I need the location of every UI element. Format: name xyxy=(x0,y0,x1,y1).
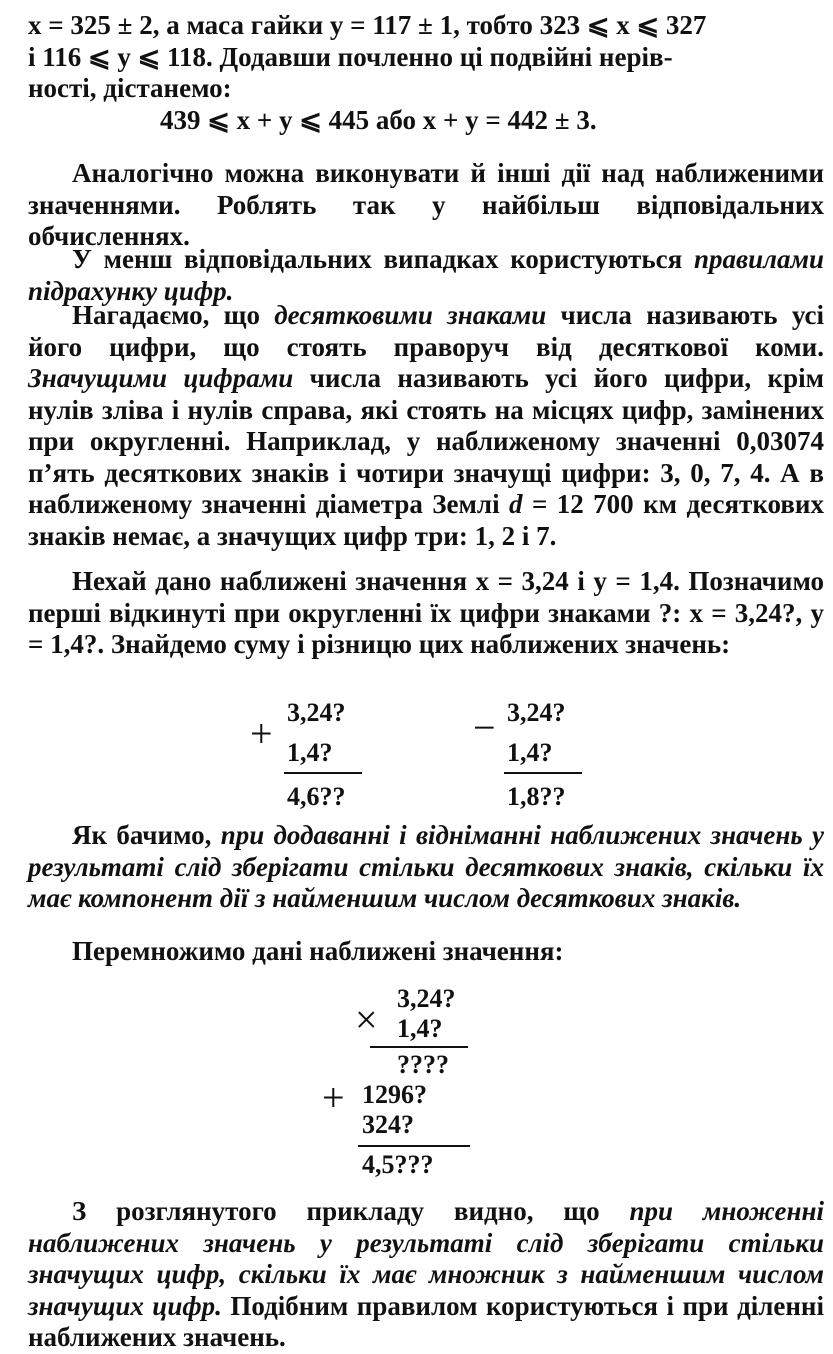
plus-sign: + xyxy=(250,711,273,756)
multiplication-rule: при множенні наближених значень у результаті слід зберігати стільки значущих цифр, скільки їх має множник з найменшим числом значущих цифр. xyxy=(28,1196,824,1321)
mult-rule-tail: Подібним правилом користуються і при діленні наближених значень. xyxy=(28,1290,824,1352)
plus-sign-2: + xyxy=(322,1075,345,1120)
paragraph-example: Нехай дано наближені значення x = 3,24 і y = 1,4. Позначимо перші відкинуті при округленні їх цифри знаками ?: x = 3,24?, y = 1,4?. Знайдемо суму і різницю цих наближених значень: xyxy=(28,566,824,659)
intro-line-1: x = 325 ± 2, а маса гайки y = 117 ± 1, тобто 323 ⩽ x ⩽ 327 xyxy=(28,10,707,40)
mult-factor-2: 1,4? xyxy=(397,1014,443,1043)
term-significant-digits: Значущими цифрами xyxy=(28,363,294,393)
mult-rule-1 xyxy=(370,1046,468,1048)
addition-rule-lead: Як бачимо, xyxy=(72,820,221,850)
paragraph-analogous: Аналогічно можна виконувати й інші дії над наближеними значеннями. Роблять так у найбільш відповідальних обчисленнях. xyxy=(28,158,824,251)
sum-result: 4,6?? xyxy=(287,782,346,811)
mult-partial-1: ???? xyxy=(397,1050,449,1079)
paragraph-intro xyxy=(28,10,824,105)
mult-rule-lead: З розглянутого прикладу видно, що xyxy=(72,1196,630,1226)
sum-term-2: 1,4? xyxy=(287,738,333,767)
minus-sign: − xyxy=(473,705,496,750)
mult-partial-2: 1296? xyxy=(362,1080,427,1109)
def-text-3: числа називають усі його цифри, крім нулів зліва і нулів справа, які стоять на місцях цифр, замінених при округленні. Наприклад, у наближеному значенні 0,03074 п’ять десяткових знаків і чотири значущі цифри: 3, 0, 7, 4. А в наближеному значенні діаметра Землі xyxy=(28,363,824,519)
paragraph-rules xyxy=(28,244,824,307)
diff-result: 1,8?? xyxy=(507,782,566,811)
inequality-formula: 439 ⩽ x + y ⩽ 445 або x + y = 442 ± 3. xyxy=(160,105,597,135)
intro-line-3: ності, дістанемо: xyxy=(28,73,232,103)
paragraph-addition-rule xyxy=(28,820,824,915)
def-text-2: числа називають усі його цифри, що стоять праворуч від десяткової коми. xyxy=(28,300,825,362)
sum-rule xyxy=(284,772,362,774)
paragraph-multiplication-rule xyxy=(28,1196,824,1354)
def-text-4: = 12 700 км десяткових знаків немає, а значущих цифр три: 1, 2 і 7. xyxy=(28,489,824,551)
times-sign: × xyxy=(355,997,378,1042)
mult-result: 4,5??? xyxy=(362,1150,434,1179)
sum-term-1: 3,24? xyxy=(287,698,346,727)
rules-text: У менш відповідальних випадках користуються xyxy=(72,244,695,274)
paragraph-definitions xyxy=(28,300,824,552)
diff-rule xyxy=(504,772,582,774)
term-decimal-places: десятковими знаками xyxy=(274,300,547,330)
addition-rule: при додаванні і відніманні наближених значень у результаті слід зберігати стільки десяткових знаків, скільки їх має компонент дії з найменшим числом десяткових знаків. xyxy=(28,820,824,913)
mult-rule-2 xyxy=(358,1145,470,1147)
paragraph-multiply: Перемножимо дані наближені значення: xyxy=(72,936,564,966)
diff-term-2: 1,4? xyxy=(507,738,553,767)
rules-term: правилами підрахунку цифр. xyxy=(28,244,824,306)
var-d: d xyxy=(509,489,523,519)
intro-line-2: і 116 ⩽ y ⩽ 118. Додавши почленно ці подвійні нерів- xyxy=(28,41,673,72)
mult-factor-1: 3,24? xyxy=(397,984,456,1013)
mult-partial-3: 324? xyxy=(362,1110,414,1139)
diff-term-1: 3,24? xyxy=(507,698,566,727)
def-text-1: Нагадаємо, що xyxy=(72,300,275,330)
